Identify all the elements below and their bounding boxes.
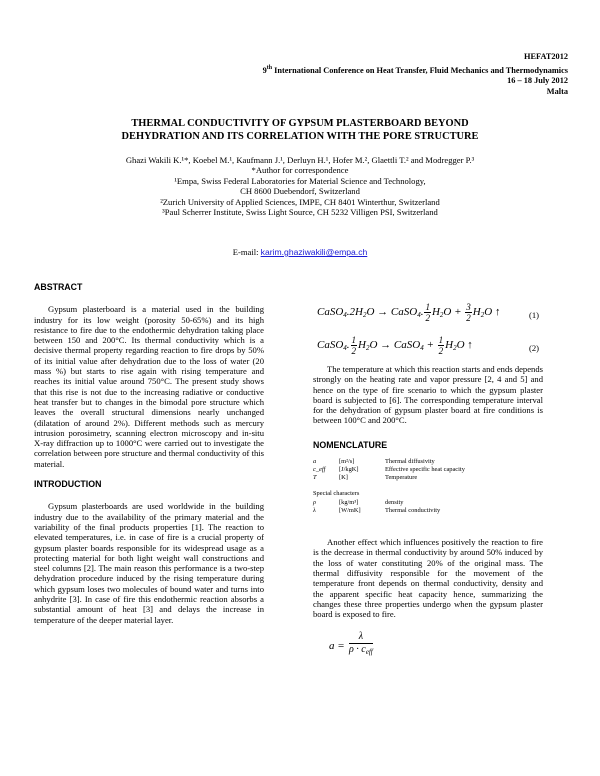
author-list: Ghazi Wakili K.¹*, Koebel M.¹, Kaufmann J.¹, Derluyn H.¹, Hofer M.², Glaettli T.² and Modregger P.³ <box>125 155 475 165</box>
nomenclature-row: a [m²/s] Thermal diffusivity <box>313 458 435 466</box>
conference-code: HEFAT2012 <box>524 52 568 61</box>
corresponding-note: *Author for correspondence <box>251 165 349 176</box>
nomenclature-row: ρ [kg/m³] density <box>313 499 404 507</box>
conference-name: 9th International Conference on Heat Transfer, Fluid Mechanics and Thermodynamics <box>262 64 568 75</box>
email-link[interactable]: karim.ghaziwakili@empa.ch <box>260 247 368 257</box>
equation-2: CaSO$_4$. $\frac{1}{2}$ $H_2O$ → CaSO$_4$ + $\frac{1}{2}$ $H_2O$ ↑ (2) <box>317 335 539 356</box>
affiliation-3: ³Paul Scherrer Institute, Swiss Light Source, CH 5232 Villigen PSI, Switzerland <box>162 207 438 218</box>
introduction-heading: INTRODUCTION <box>34 479 102 490</box>
conference-dates: 16 – 18 July 2012 <box>507 75 568 85</box>
abstract-text: Gypsum plasterboard is a material used in the building industry for its low weight (porosity 50-65%) and its high resistance to fire due to the endothermic dehydration taking place between 150 and 200°C. Its thermal conductivity which is a decisive thermal property regarding reaction to fire drops by 50% of its initial value after dehydration due to the loss of water (20 mass %) but starts to rise again with rising temperature and reaches its initial value around 750°C. The present study shows that this rise is not due to the increasing radiative or conductive heat transfer but to changes in the bimodal pore structure which leaves the overall structural dimensions nearly unchanged (dilatation of around 2%). Different methods such as mercury intrusion porosimetry, scanning electron microscopy and in-situ X-ray diffraction up to 1000°C were carried out to investigate the correlation between pore structure and thermal conductivity of this material. <box>34 304 264 469</box>
author-block <box>60 155 540 217</box>
introduction-text: Gypsum plasterboards are used worldwide in the building industry due to the availability of the primary material and the variability of the final products properties [1]. The reaction to elevated temperatures, i.e. in case of fire is a crucial property of gypsum plaster boards responsible for its widespread usage as a protecting material for both light weight wall constructions and steel columns [2]. The main reason this performance is a two-step dehydration procedure induced by the rising temperature during which gypsum loses two molecules of bound water and turns into anhydrite [3]. In case of fire this endothermic reaction absorbs a substantial amount of heat [3] and delays the increase in temperature of the deeper material layer. <box>34 501 264 625</box>
left-column <box>34 282 264 632</box>
nomenclature-row: λ [W/mK] Thermal conductivity <box>313 507 441 515</box>
right-paragraph-1: The temperature at which this reaction starts and ends depends strongly on the heating rate and vapor pressure [2, 4 and 5] and hence on the type of fire scenario to which the gypsum plaster board is subjected to [6]. The corresponding temperature interval for the dehydration of gypsum plaster board at fire conditions is between 100°C and 200°C. <box>313 364 543 426</box>
diffusivity-formula: a = λ $\rho \cdot c_{eff}$ <box>329 631 373 657</box>
special-characters-heading: Special characters <box>313 490 360 498</box>
affiliation-2: ²Zurich University of Applied Sciences, IMPE, CH 8401 Winterthur, Switzerland <box>160 196 440 207</box>
equation-2-number: (2) <box>528 343 539 353</box>
affiliation-1a: ¹Empa, Swiss Federal Laboratories for Material Science and Technology, <box>174 175 426 186</box>
nomenclature-row: c_eff [J/kgK] Effective specific heat capacity <box>313 466 465 474</box>
special-characters-table <box>313 490 543 515</box>
email-line: E-mail: karim.ghaziwakili@empa.ch <box>232 247 368 257</box>
equation-1-number: (1) <box>528 310 539 320</box>
right-column <box>313 298 543 667</box>
nomenclature-row: T [K] Temperature <box>313 474 418 482</box>
conference-header <box>263 52 568 97</box>
paper-title: THERMAL CONDUCTIVITY OF GYPSUM PLASTERBOARD BEYOND DEHYDRATION AND ITS CORRELATION WITH THE PORE STRUCTURE <box>121 118 479 142</box>
right-paragraph-2: Another effect which influences positively the reaction to fire is the decrease in thermal conductivity by around 50% induced by the loss of water constituting 20% of the original mass. The thermal diffusivity responsible for the movement of the temperature front depends on thermal conductivity, density and the apparent specific heat capacity hence, summarizing the changes these three properties undergo when the gypsum plaster board is exposed to fire. <box>313 537 543 620</box>
equation-1: $CaSO_4.2H_2O$ → CaSO$_4$. $\frac{1}{2}$ $H_2O$ + $\frac{3}{2}$ $H_2O$ ↑ (1) <box>317 302 539 323</box>
nomenclature-heading: NOMENCLATURE <box>313 439 388 450</box>
conference-location: Malta <box>546 86 568 96</box>
abstract-heading: ABSTRACT <box>34 282 83 292</box>
affiliation-1b: CH 8600 Duebendorf, Switzerland <box>240 186 360 197</box>
nomenclature-table <box>313 458 543 482</box>
